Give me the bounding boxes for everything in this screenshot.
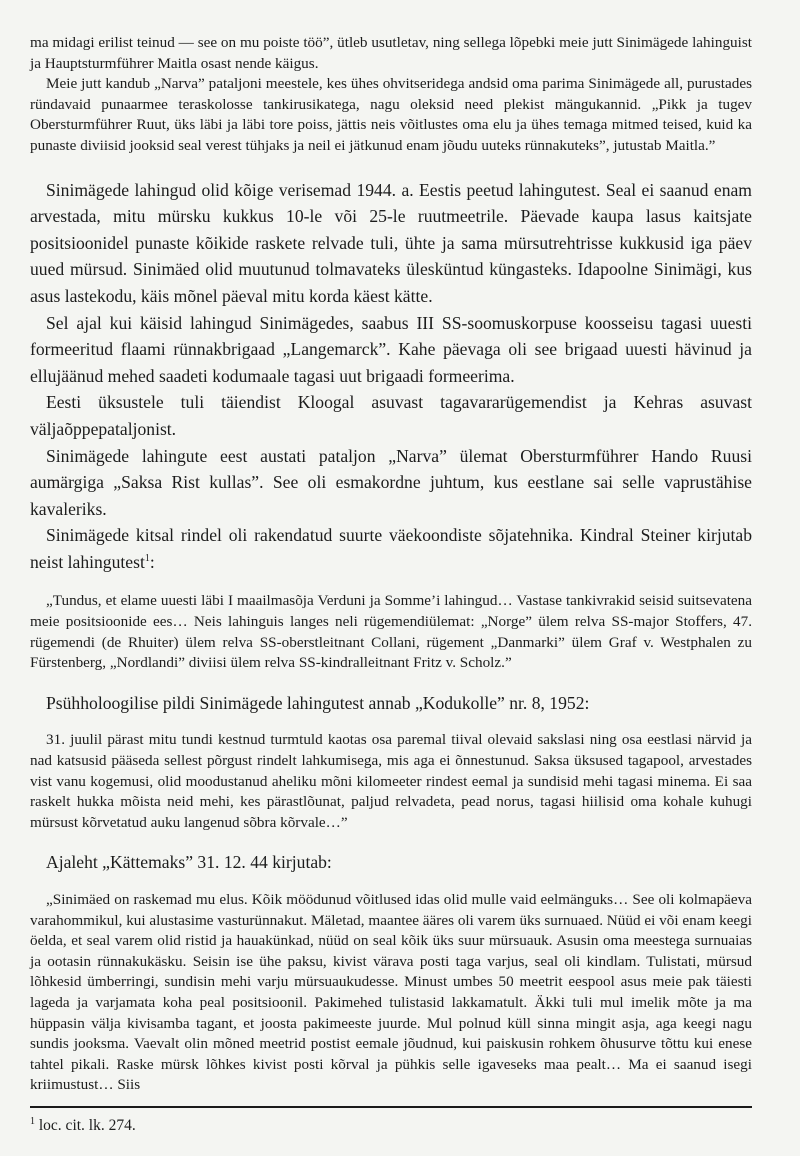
footnote-reference: 1 bbox=[144, 553, 150, 565]
paragraph-reinforcements: Eesti üksustele tuli täiendist Kloogal asuvast tagavararügemendist ja Kehras asuvast väljaõppepataljonist. bbox=[30, 392, 752, 439]
steiner-intro-text: Sinimägede kitsal rindel oli rakendatud suurte väekoondiste sõjatehnika. Kindral Steiner kirjutab neist lahingutest bbox=[30, 525, 752, 572]
footnote-mark: 1 bbox=[30, 1115, 35, 1127]
kodukolle-quote bbox=[30, 730, 752, 833]
kattemaks-quote bbox=[30, 890, 752, 1096]
paragraph-hando-ruus: Sinimägede lahingute eest austati pataljon „Narva” ülemat Obersturmführer Hando Ruusi aumärgiga „Saksa Rist kullas”. See oli esmakordne juhtum, kus eestlane sai selle vaprustähise kavaleriks. bbox=[30, 445, 752, 519]
paragraph-kodukolle-intro: Psühholoogilise pildi Sinimägede lahingutest annab „Kodukolle” nr. 8, 1952: bbox=[46, 692, 590, 713]
footnote-text: loc. cit. lk. 274. bbox=[35, 1116, 136, 1134]
steiner-intro-colon: : bbox=[149, 551, 155, 572]
book-page bbox=[30, 0, 752, 1156]
paragraph-langemarck: Sel ajal kui käisid lahingud Sinimägedes, saabus III SS-soomuskorpuse koosseisu tagasi uuesti formeeritud flaami rünnakbrigaad „Langemarck”. Kahe päevaga oli see brigaad uuesti hävinud ja ellujäänud mehed saadeti kodumaale tagasi uut brigaadi formeerima. bbox=[30, 312, 752, 386]
quote-steiner: „Tundus, et elame uuesti läbi I maailmasõja Verduni ja Somme’i lahingud… Vastase tankivrakid seisid suitsevatena meie positsioonide ees… Neis lahinguis langes neli rügemendiülemat: „Norge” ülem relva SS-major Stoffers, 47. rügemendi (de Rhuiter) ülem relva SS-oberstleitnant Collani, rügement „Danmarki” ülem Graf v. Westphalen zu Fürstenberg, „Nordlandi” diviisi ülem relva SS-kindralleitnant Fritz v. Scholz.” bbox=[30, 592, 752, 672]
quote-kattemaks: „Sinimäed on raskemad mu elus. Kõik möödunud võitlused idas olid mulle vaid eelmänguks… See oli kolmapäeva varahommikul, kui alustasime vasturünnakut. Mäletad, maantee ääres oli varem üks surnuaed. Nüüd ei või enam keegi öelda, et seal varem olid ristid ja hauakünkad, nüüd on seal kõik üks suur mürsuauk. Asusin oma meestega surnuaias ja ootasin rünnakukäsku. Seisin ise ühe paksu, kivist värava posti taga varjus, seal oli kindlam. Tulistati, mürsud lõhkesid ümberringi, sundisin mehi varju mürsuaukudesse. Minust umbes 50 meetrit eespool asus meie pak täiesti lageda ja varjamata koha peal positsioonil. Pakimehed tulistasid lakkamatult. Äkki tuli mul imelik mõte ja ma hüppasin välja kivisamba tagant, et joosta pakimeeste juurde. Mul polnud küll sinna mingit asja, aga keegi nagu sundis jooksma. Vaevalt olin mõned meetrid postist eemale jõudnud, kui paiskusin rohkem õhusurve tõttu kui enese tahtel pikali. Raske mürsk lõhkes kivist posti kõrval ja pühkis selle igaveseks maa pealt… Ma ei saanud isegi kriimustust… Siis bbox=[30, 891, 752, 1094]
paragraph-maitla-end: ma midagi erilist teinud — see on mu poiste töö”, ütleb usutletav, ning sellega lõpebki meie jutt Sinimägede lahinguist ja Hauptsturmführer Maitla osast nende käigus. bbox=[30, 34, 752, 72]
paragraph-kattemaks-intro: Ajaleht „Kättemaks” 31. 12. 44 kirjutab: bbox=[46, 852, 332, 873]
paragraph-sinimaed-battles: Sinimägede lahingud olid kõige verisemad 1944. a. Eestis peetud lahingutest. Seal ei saanud enam arvestada, mitu mürsku kukkus 10-le või 25-le ruutmeetrile. Päevade kaupa lasus kaitsjate positsioonidel punaste kõikide raskete relvade tuli, ühte ja sama mürsutrehtrisse kukkusid iga päev uued mürsud. Sinimäed olid muutunud tolmavateks ülesküntud küngasteks. Idapoolne Sinimägi, kus asus lastekodu, käis mõnel päeval mitu korda käest kätte. bbox=[30, 179, 752, 306]
kodukolle-intro bbox=[30, 690, 752, 717]
intro-quote-block bbox=[30, 33, 752, 157]
main-text-block bbox=[30, 177, 752, 576]
footnote-divider bbox=[30, 1106, 752, 1108]
steiner-quote bbox=[30, 591, 752, 673]
paragraph-narva-battalion: Meie jutt kandub „Narva” pataljoni meestele, kes ühes ohvitseridega andsid oma parima Sinimägede all, purustades ründavaid punaarmee teraskolosse tankirusikatega, nagu oleksid need plekist mängukannid. „Pikk ja tugev Obersturmführer Ruut, üks läbi ja läbi tore poiss, jättis neis võitlustes oma elu ja ühes temaga mitmed teised, kuid ka punaste diviisid jooksid seal verest tühjaks ja neil ei jätkunud enam jõudu uuteks rünnakuteks”, jutustab Maitla.” bbox=[30, 75, 752, 154]
footnote bbox=[30, 1116, 752, 1136]
kattemaks-intro bbox=[30, 849, 752, 876]
quote-kodukolle: 31. juulil pärast mitu tundi kestnud turmtuld kaotas osa paremal tiival olevaid sakslasi ning osa eestlasi närvid ja nad katsusid pääseda sellest põrgust rindelt lahkumisega, mis aga ei õnnestunud. Saksa üksused tagapool, arvestades vist vanu kogemusi, olid moodustanud aheliku mõni kilomeeter rindest eemal ja sundisid mehi tagasi minema. Ei saa raskelt hukka mõista neid mehi, kes pärastlõunat, paljud relvadeta, pead norus, tagasi hiilisid oma kohale kuhugi mürsust kõrvetatud auku langenud sõbra kõrvale…” bbox=[30, 731, 752, 831]
paragraph-steiner-intro bbox=[30, 522, 752, 575]
